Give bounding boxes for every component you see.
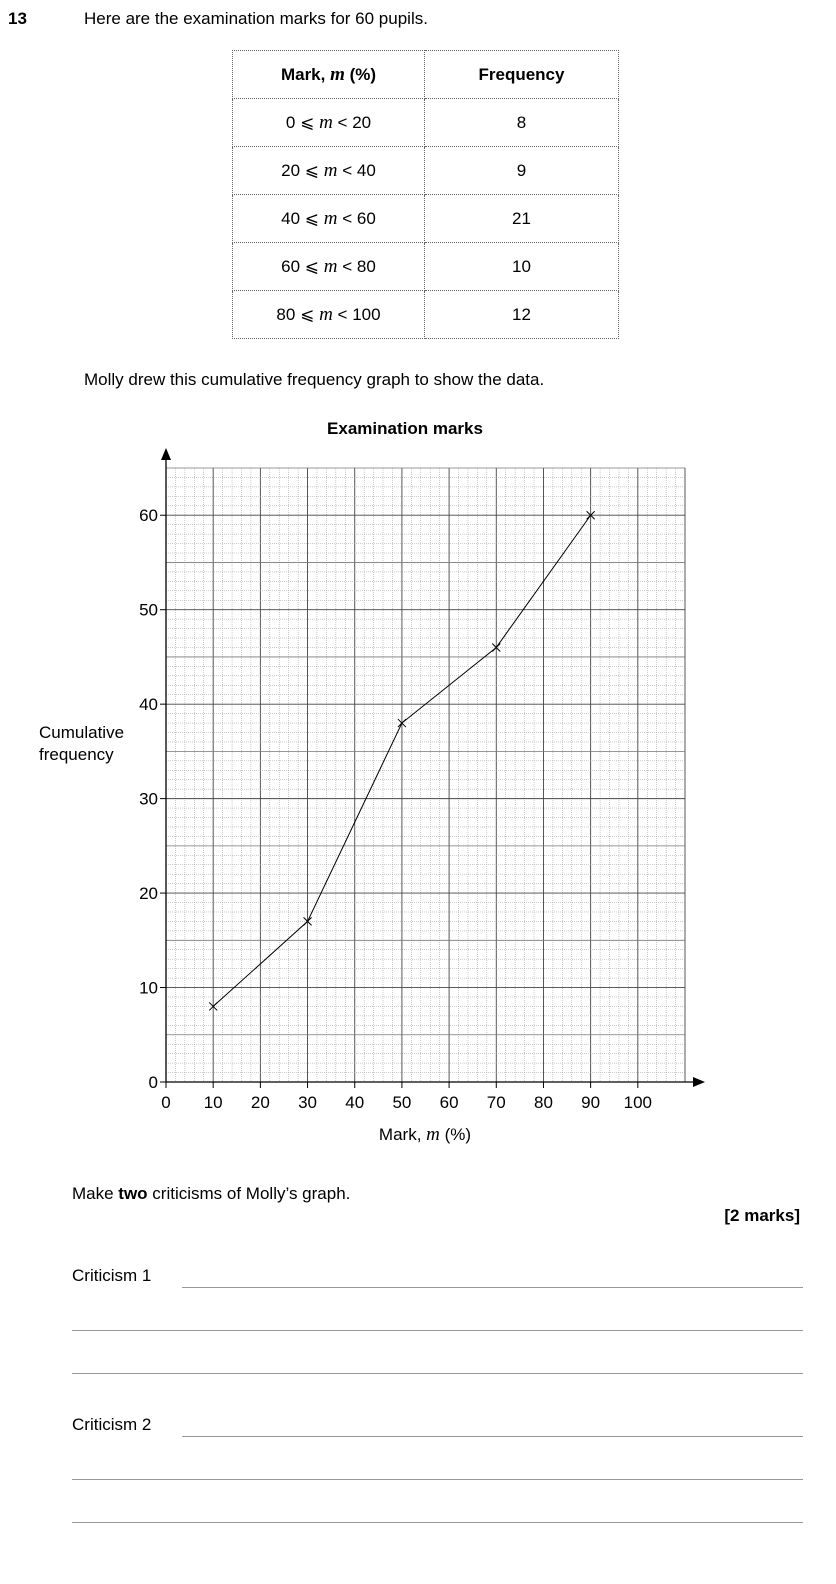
y-tick-label: 0 [148,1073,158,1092]
x-tick-label: 80 [533,1093,553,1112]
y-tick-label: 40 [139,695,158,715]
mark-interval-cell: 40 ⩽ m < 60 [233,195,425,243]
task-instruction: Make two criticisms of Molly’s graph. [72,1184,351,1203]
frequency-table [232,50,619,339]
y-tick-label: 10 [139,978,158,998]
table-row [233,99,619,147]
table-header-row [233,51,619,99]
criticism-2-label: Criticism 2 [72,1415,152,1434]
y-axis-label: Cumulative [39,723,125,742]
x-tick-label: 20 [250,1093,270,1112]
x-tick-label: 10 [203,1093,223,1112]
y-axis-arrow [161,448,171,460]
criticism-1-answer-line[interactable] [182,1287,803,1288]
grid [166,468,685,1082]
x-tick-label: 60 [439,1093,459,1112]
question-intro: Here are the examination marks for 60 pupils. [84,9,428,28]
task-emphasis: two [118,1184,148,1203]
table-row [233,195,619,243]
mark-variable: m [330,63,345,85]
frequency-cell: 8 [425,99,619,147]
mark-interval-cell: 0 ⩽ m < 20 [233,99,425,147]
mark-interval-cell: 80 ⩽ m < 100 [233,291,425,339]
frequency-cell: 10 [425,243,619,291]
graph-intro: Molly drew this cumulative frequency graph to show the data. [84,370,545,389]
question-number: 13 [8,9,27,28]
criticism-2-answer-line-3[interactable] [72,1522,803,1523]
y-tick-label: 30 [139,789,158,809]
y-tick-label: 50 [139,600,158,620]
x-tick-label: 30 [298,1093,318,1112]
y-tick-label: 20 [139,884,158,904]
cumulative-frequency-chart [0,410,836,1170]
table-row [233,243,619,291]
mark-interval-cell: 60 ⩽ m < 80 [233,243,425,291]
x-tick-label: 0 [161,1093,171,1112]
table-row [233,147,619,195]
x-tick-label: 50 [392,1093,412,1112]
x-tick-label: 70 [486,1093,506,1112]
criticism-1-answer-line-2[interactable] [72,1330,803,1331]
mark-column-header: Mark, m (%) [233,51,425,99]
criticism-2-answer-line-2[interactable] [72,1479,803,1480]
x-tick-label: 40 [345,1093,365,1112]
y-axis-label: frequency [39,745,114,764]
frequency-cell: 9 [425,147,619,195]
x-axis-arrow [693,1077,705,1087]
criticism-1-label: Criticism 1 [72,1266,152,1285]
x-axis-label: Mark, m (%) [378,1124,472,1145]
frequency-cell: 12 [425,291,619,339]
chart-title: Examination marks [327,419,483,438]
mark-interval-cell: 20 ⩽ m < 40 [233,147,425,195]
criticism-1-answer-line-3[interactable] [72,1373,803,1374]
frequency-cell: 21 [425,195,619,243]
x-tick-label: 90 [581,1093,601,1112]
criticism-2-answer-line[interactable] [182,1436,803,1437]
marks-available: [2 marks] [724,1206,800,1225]
frequency-column-header: Frequency [425,51,619,99]
y-tick-label: 60 [139,506,158,526]
x-tick-label: 100 [623,1093,653,1112]
table-row [233,291,619,339]
